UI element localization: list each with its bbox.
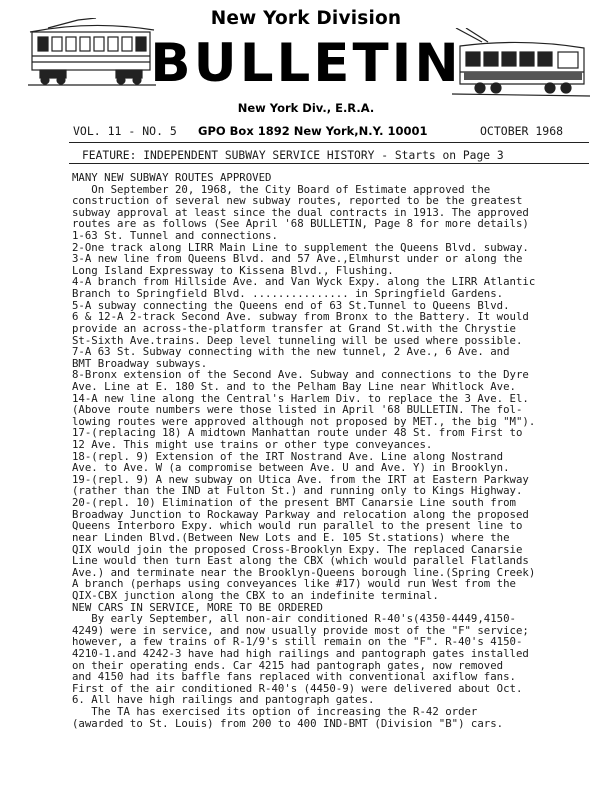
- article-line: QIX-CBX junction along the CBX to an indefinite terminal.: [72, 589, 439, 602]
- divider-bottom: [69, 163, 589, 164]
- article-line: BMT Broadway subways.: [72, 357, 208, 370]
- article-line: routes are as follows (See April '68 BULLETIN, Page 8 for more details): [72, 218, 529, 231]
- article-line: Ave. Line at E. 180 St. and to the Pelham Bay Line near Whitlock Ave.: [72, 380, 516, 393]
- article-line: however, a few trains of R-1/9's still remain on the "F". R-40's 4150-: [72, 636, 523, 648]
- article-line: provide an across-the-platform transfer at Grand St.with the Chrystie: [72, 322, 516, 335]
- article-line: Ave. to Ave. W (a compromise between Ave. U and Ave. Y) in Brooklyn.: [72, 462, 510, 474]
- article-line: Branch to Springfield Blvd. ............... in Springfield Gardens.: [72, 288, 504, 300]
- article-line: 17-(replacing 18) A midtown Manhattan route under 48 St. from First to: [72, 427, 523, 440]
- article-line: 3-A new line from Queens Blvd. and 57 Ave.,Elmhurst under or along the: [72, 253, 523, 265]
- article-line: 4-A branch from Hillside Ave. and Van Wyck Expy. along the LIRR Atlantic: [72, 276, 536, 289]
- article-line: 2-One track along LIRR Main Line to supplement the Queens Blvd. subway.: [72, 241, 529, 254]
- article-line: A branch (perhaps using conveyances like #17) would run West from the: [72, 578, 516, 590]
- article-line: Queens Interboro Expy. which would run parallel to the present line to: [72, 520, 523, 532]
- article-line: By early September, all non-air conditioned R-40's(4350-4449,4150-: [72, 613, 516, 625]
- article-line: 4249) were in service, and now usually provide most of the "F" service;: [72, 624, 529, 637]
- article-line: 1-63 St. Tunnel and connections.: [72, 230, 278, 242]
- article-line: 20-(repl. 10) Elimination of the present BMT Canarsie Line south from: [72, 497, 516, 509]
- article-line: lowing routes were approved although not proposed by MET., the big "M").: [72, 415, 536, 428]
- article-line: The TA has exercised its option of increasing the R-42 order: [72, 706, 478, 718]
- article-line: NEW CARS IN SERVICE, MORE TO BE ORDERED: [72, 601, 323, 614]
- article-line: (awarded to St. Louis) from 200 to 400 IND-BMT (Division "B") cars.: [72, 717, 504, 730]
- article-line: 19-(repl. 9) A new subway on Utica Ave. from the IRT at Eastern Parkway: [72, 473, 529, 486]
- article-line: On September 20, 1968, the City Board of Estimate approved the: [72, 183, 491, 196]
- divider-top: [69, 142, 589, 143]
- article-line: St-Sixth Ave.trains. Deep level tunneling will be used where possible.: [72, 334, 523, 347]
- publisher-line: New York Div., E.R.A.: [237, 101, 375, 115]
- article-line: Long Island Expressway to Kissena Blvd., Flushing.: [72, 264, 394, 277]
- article-body: [72, 172, 592, 729]
- article-line: 8-Bronx extension of the Second Ave. Subway and connections to the Dyre: [72, 369, 529, 381]
- article-line: near Linden Blvd.(Between New Lots and E. 105 St.stations) where the: [72, 531, 510, 544]
- article-line: MANY NEW SUBWAY ROUTES APPROVED: [72, 172, 272, 184]
- article-line: Line would then turn East along the CBX (which would parallel Flatlands: [72, 555, 529, 567]
- article-line: QIX would join the proposed Cross-Brooklyn Expy. The replaced Canarsie: [72, 543, 523, 556]
- article-line: 4210-1.and 4242-3 have had high railings and pantograph gates installed: [72, 647, 529, 660]
- article-line: 12 Ave. This might use trains or other type conveyances.: [72, 439, 433, 451]
- article-line: 5-A subway connecting the Queens end of 63 St.Tunnel to Queens Blvd.: [72, 299, 510, 312]
- article-line: 18-(repl. 9) Extension of the IRT Nostrand Ave. Line along Nostrand: [72, 450, 504, 463]
- feature-banner: FEATURE: INDEPENDENT SUBWAY SERVICE HISTORY - Starts on Page 3: [82, 149, 504, 162]
- article-line: (Above route numbers were those listed in April '68 BULLETIN. The fol-: [72, 404, 523, 416]
- article-line: Broadway Junction to Rockaway Parkway and relocation along the proposed: [72, 508, 529, 521]
- article-line: construction of several new subway routes, reported to be the greatest: [72, 195, 523, 207]
- article-line: 6 & 12-A 2-track Second Ave. subway from Bronx to the Battery. It would: [72, 311, 529, 323]
- article-line: 7-A 63 St. Subway connecting with the new tunnel, 2 Ave., 6 Ave. and: [72, 346, 510, 358]
- article-line: 6. All have high railings and pantograph gates.: [72, 694, 375, 707]
- bulletin-title: BULLETIN: [150, 33, 462, 94]
- volume-number: VOL. 11 - NO. 5: [73, 124, 177, 138]
- article-line: First of the air conditioned R-40's (4450-9) were delivered about Oct.: [72, 682, 523, 695]
- article-line: (rather than the IND at Fulton St.) and running only to Kings Highway.: [72, 485, 523, 498]
- article-line: and 4150 had its baffle fans replaced with conventional axiflow fans.: [72, 671, 516, 683]
- article-line: on their operating ends. Car 4215 had pantograph gates, now removed: [72, 659, 504, 672]
- mailing-address: GPO Box 1892 New York,N.Y. 10001: [198, 124, 428, 138]
- issue-date: OCTOBER 1968: [480, 124, 564, 138]
- division-name: New York Division: [210, 8, 402, 29]
- article-line: Ave.) and terminate near the Brooklyn-Queens borough line.(Spring Creek): [72, 566, 536, 579]
- article-line: subway approval at least since the dual contracts in 1913. The approved: [72, 206, 529, 219]
- article-line: 14-A new line along the Central's Harlem Div. to replace the 3 Ave. El.: [72, 392, 529, 405]
